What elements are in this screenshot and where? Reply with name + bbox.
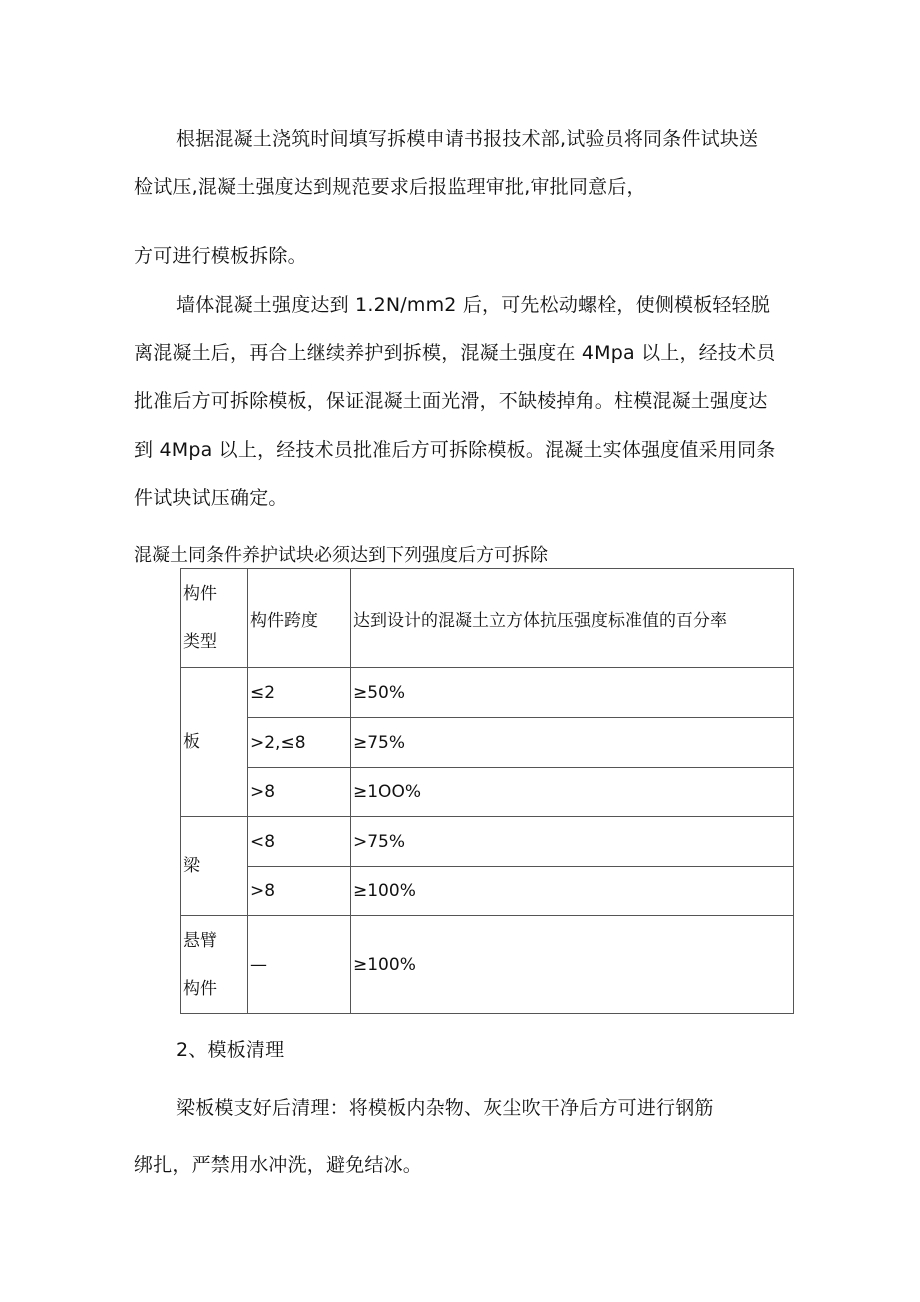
type-cell-beam: 梁 — [181, 817, 248, 916]
text-line: 梁板模支好后清理：将模板内杂物、灰尘吹干净后方可进行钢筋 — [176, 1097, 714, 1119]
header-type-label: 构件类型 — [183, 584, 217, 652]
text-line: 检试压,混凝土强度达到规范要求后报监理审批,审批同意后， — [134, 176, 646, 198]
span-cell: >8 — [248, 768, 351, 817]
table-row — [181, 718, 794, 768]
span-cell: >2,≤8 — [248, 718, 351, 768]
table-row — [181, 817, 794, 867]
text-line: 根据混凝土浇筑时间填写拆模申请书报技术部,试验员将同条件试块送 — [176, 128, 759, 150]
text-line: 方可进行模板拆除。 — [134, 245, 307, 267]
span-cell: <8 — [248, 817, 351, 867]
table-header-row — [181, 569, 794, 668]
percent-cell: ≥100% — [351, 867, 794, 916]
strength-table — [180, 568, 794, 1014]
table-row — [181, 768, 794, 817]
header-type — [181, 569, 248, 668]
type-cell-slab: 板 — [181, 668, 248, 817]
span-cell: ≤2 — [248, 668, 351, 718]
text-line: 批准后方可拆除模板，保证混凝土面光滑，不缺棱掉角。柱模混凝土强度达 — [134, 390, 768, 412]
percent-cell: ≥50% — [351, 668, 794, 718]
table-caption: 混凝土同条件养护试块必须达到下列强度后方可拆除 — [134, 545, 548, 566]
type-cantilever-label: 悬臂构件 — [183, 930, 217, 999]
text-line: 到 4Mpa 以上，经技术员批准后方可拆除模板。混凝土实体强度值采用同条 — [134, 439, 776, 461]
table-row — [181, 668, 794, 718]
table-row — [181, 867, 794, 916]
header-span: 构件跨度 — [248, 569, 351, 668]
table-row — [181, 916, 794, 1014]
percent-cell: ≥1OO% — [351, 768, 794, 817]
percent-cell: >75% — [351, 817, 794, 867]
text-line: 离混凝土后，再合上继续养护到拆模，混凝土强度在 4Mpa 以上，经技术员 — [134, 342, 776, 364]
span-cell: >8 — [248, 867, 351, 916]
section-heading: 2、模板清理 — [176, 1039, 285, 1061]
header-percent: 达到设计的混凝土立方体抗压强度标准值的百分率 — [351, 569, 794, 668]
text-line: 件试块试压确定。 — [134, 487, 288, 509]
percent-cell: ≥100% — [351, 916, 794, 1014]
percent-cell: ≥75% — [351, 718, 794, 768]
span-cell: — — [248, 916, 351, 1014]
text-line: 墙体混凝土强度达到 1.2N∕mm2 后，可先松动螺栓，使侧模板轻轻脱 — [176, 294, 771, 316]
text-line: 绑扎，严禁用水冲洗，避免结冰。 — [134, 1154, 423, 1176]
type-cell-cantilever — [181, 916, 248, 1014]
